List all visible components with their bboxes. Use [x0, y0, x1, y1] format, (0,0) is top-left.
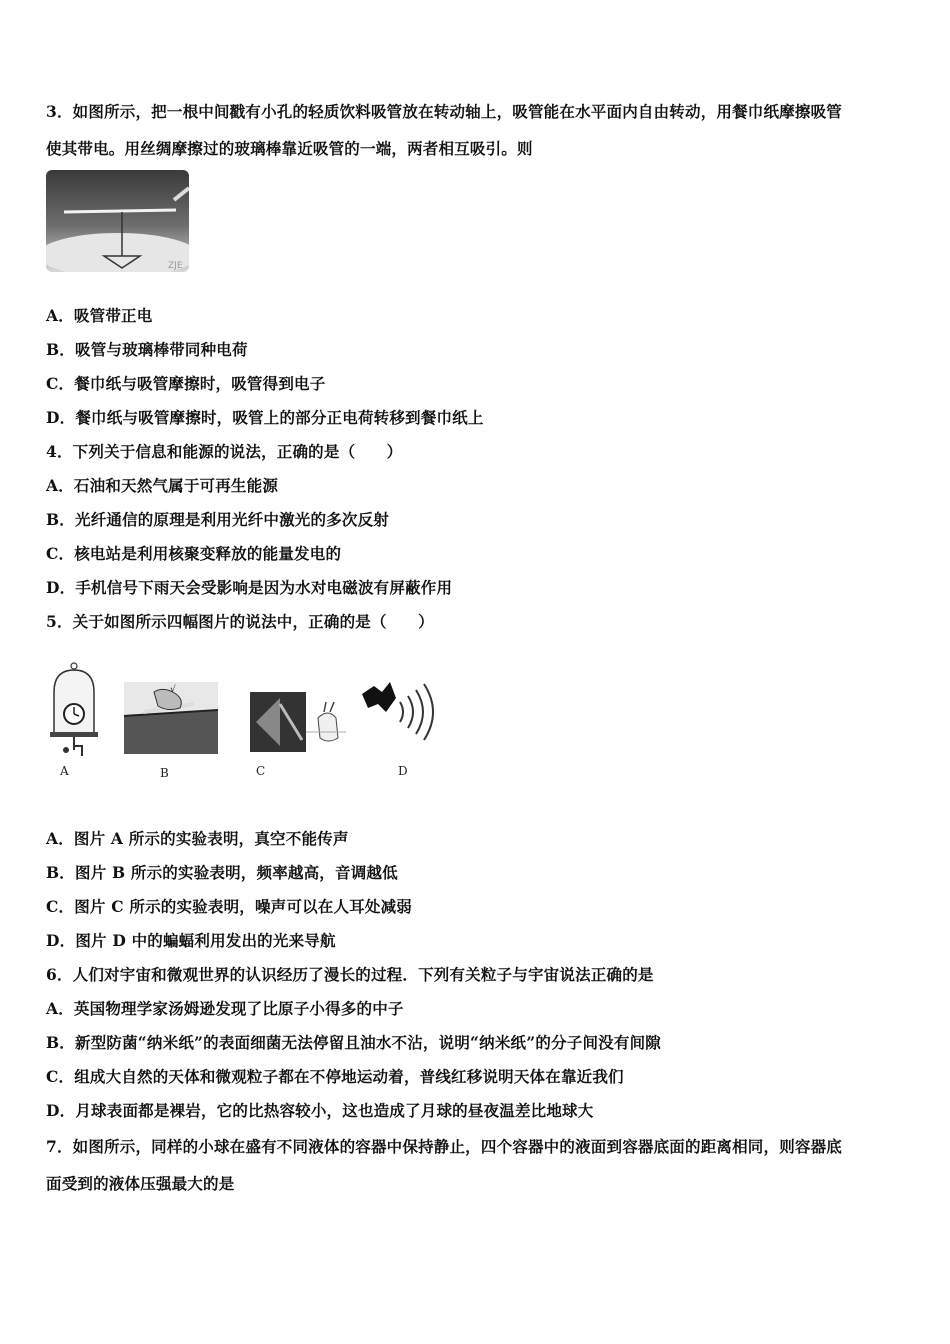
- svg-text:√: √: [170, 685, 176, 695]
- q4-option-c: C．核电站是利用核聚变释放的能量发电的: [46, 544, 342, 563]
- q5-figure-d-bat: [360, 672, 446, 752]
- q3-option-a: A．吸管带正电: [46, 306, 153, 325]
- q5-option-a: A．图片 A 所示的实验表明，真空不能传声: [46, 829, 349, 848]
- q5-option-d: D．图片 D 中的蝙蝠利用发出的光来导航: [46, 931, 336, 950]
- q5-figure-a-bell-jar: [46, 662, 102, 760]
- q4-option-b: B．光纤通信的原理是利用光纤中激光的多次反射: [46, 510, 390, 529]
- q3-option-b: B．吸管与玻璃棒带同种电荷: [46, 340, 248, 359]
- q6-option-b: B．新型防菌“纳米纸”的表面细菌无法停留且油水不沾，说明“纳米纸”的分子间没有间隙: [46, 1033, 661, 1052]
- q3-option-d: D．餐巾纸与吸管摩擦时，吸管上的部分正电荷转移到餐巾纸上: [46, 408, 484, 427]
- q3-straw-photo: [46, 170, 189, 272]
- q5-stem: 5．关于如图所示四幅图片的说法中，正确的是（ ）: [46, 612, 434, 631]
- q5-figure-c-ear: [250, 692, 346, 752]
- q5-figure-b-ruler: [124, 682, 218, 754]
- q5-option-b: B．图片 B 所示的实验表明，频率越高，音调越低: [46, 863, 398, 882]
- q4-stem: 4．下列关于信息和能源的说法，正确的是（ ）: [46, 442, 403, 461]
- q3-stem-line1: 3．如图所示，把一根中间戳有小孔的轻质饮料吸管放在转动轴上，吸管能在水平面内自由转动，用餐巾纸摩擦吸管: [46, 102, 842, 121]
- q7-stem-line2: 面受到的液体压强最大的是: [46, 1174, 235, 1193]
- q4-option-a: A．石油和天然气属于可再生能源: [46, 476, 279, 495]
- q5-figure-c-label: C: [256, 764, 266, 778]
- q3-option-c: C．餐巾纸与吸管摩擦时，吸管得到电子: [46, 374, 326, 393]
- q5-figure-d-label: D: [398, 764, 408, 778]
- svg-text:ZJE: ZJE: [168, 261, 183, 271]
- q6-option-c: C．组成大自然的天体和微观粒子都在不停地运动着，普线红移说明天体在靠近我们: [46, 1067, 624, 1086]
- q7-stem-line1: 7．如图所示，同样的小球在盛有不同液体的容器中保持静止，四个容器中的液面到容器底面的距离相同，则容器底: [46, 1137, 842, 1156]
- q5-option-c: C．图片 C 所示的实验表明，噪声可以在人耳处减弱: [46, 897, 412, 916]
- q6-option-d: D．月球表面都是裸岩，它的比热容较小，这也造成了月球的昼夜温差比地球大: [46, 1101, 594, 1120]
- q5-figure-a-label: A: [60, 764, 69, 778]
- q6-stem: 6．人们对宇宙和微观世界的认识经历了漫长的过程．下列有关粒子与宇宙说法正确的是: [46, 965, 654, 984]
- q4-option-d: D．手机信号下雨天会受影响是因为水对电磁波有屏蔽作用: [46, 578, 453, 597]
- q6-option-a: A．英国物理学家汤姆逊发现了比原子小得多的中子: [46, 999, 404, 1018]
- q3-stem-line2: 使其带电。用丝绸摩擦过的玻璃棒靠近吸管的一端，两者相互吸引。则: [46, 139, 533, 158]
- q5-figure-b-label: B: [160, 766, 169, 780]
